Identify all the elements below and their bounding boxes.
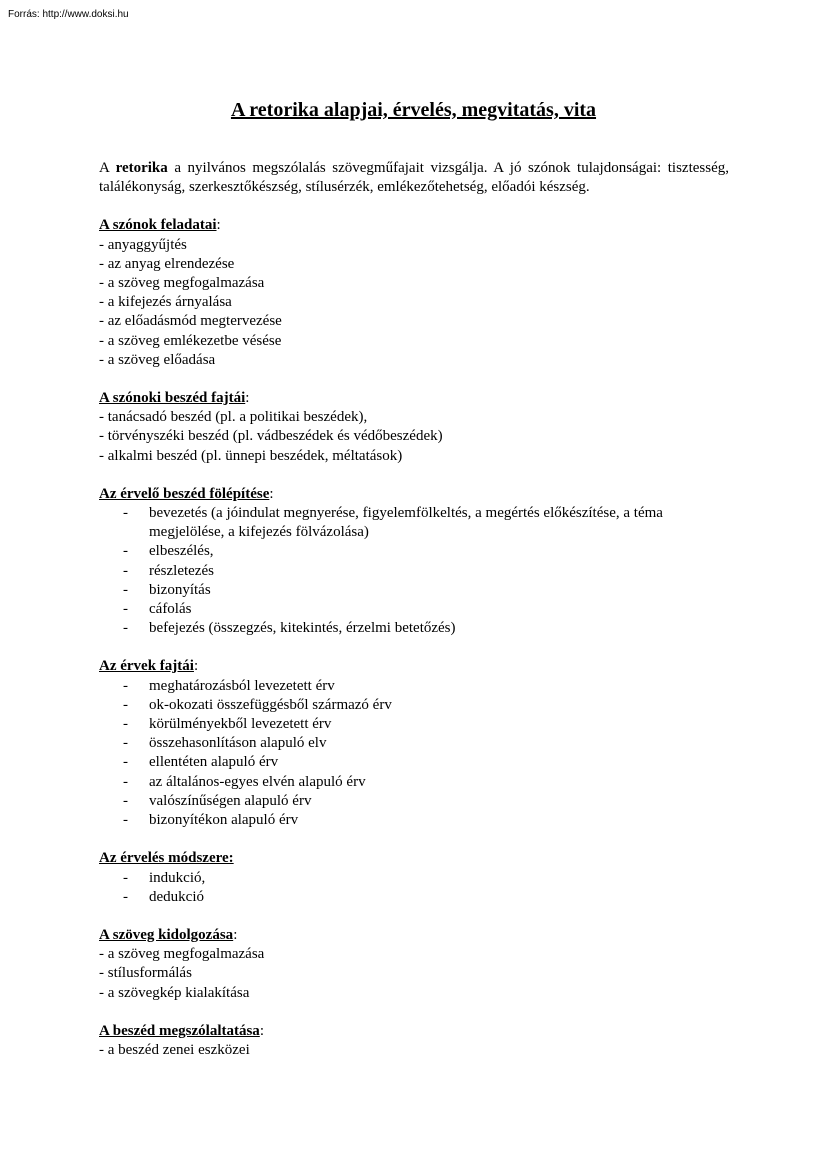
section-text-elaboration — [99, 926, 729, 1003]
dash-mark: - — [123, 677, 128, 694]
dash-mark: - — [123, 505, 128, 522]
list-item: - tanácsadó beszéd (pl. a politikai beszédek), — [99, 409, 368, 426]
list-item: - indukció, — [99, 869, 729, 888]
list-item: - ok-okozati összefüggésből származó érv — [99, 696, 729, 715]
list-item: - bizonyítékon alapuló érv — [99, 811, 729, 830]
dash-mark: - — [123, 792, 128, 809]
section-speaker-tasks — [99, 216, 729, 370]
dash-mark: - — [123, 620, 128, 637]
list-item: - összehasonlításon alapuló elv — [99, 734, 729, 753]
list-item: - alkalmi beszéd (pl. ünnepi beszédek, méltatások) — [99, 447, 403, 464]
intro-bold-term: retorika — [115, 160, 168, 176]
list-item: - valószínűségen alapuló érv — [99, 792, 729, 811]
intro-paragraph — [99, 159, 729, 197]
dash-mark: - — [123, 562, 128, 579]
dash-mark: - — [123, 581, 128, 598]
argument-types-list — [99, 677, 729, 831]
list-item: - a szöveg emlékezetbe vésése — [99, 332, 282, 349]
list-item: - az általános-egyes elvén alapuló érv — [99, 773, 729, 792]
dash-mark: - — [123, 888, 128, 905]
section-argument-structure — [99, 485, 729, 639]
dash-mark: - — [123, 543, 128, 560]
section-heading: A szónok feladatai: — [99, 217, 221, 234]
list-item: - anyaggyűjtés — [99, 236, 187, 253]
document-body — [99, 159, 729, 1060]
document-title: A retorika alapjai, érvelés, megvitatás, vita — [230, 99, 597, 121]
list-item: - körülményekből levezetett érv — [99, 715, 729, 734]
list-item: - stílusformálás — [99, 965, 192, 982]
speaker-tasks-list — [99, 236, 729, 370]
section-heading: A szöveg kidolgozása: — [99, 926, 238, 943]
dash-mark: - — [123, 601, 128, 618]
list-item: - befejezés (összegzés, kitekintés, érzelmi betetőzés) — [99, 619, 729, 638]
speech-delivery-list — [99, 1041, 729, 1060]
list-item: - részletezés — [99, 562, 729, 581]
list-item: - a szövegkép kialakítása — [99, 984, 250, 1001]
section-heading: A szónoki beszéd fajtái: — [99, 390, 250, 407]
argument-structure-list — [99, 504, 729, 638]
section-heading: Az érvelő beszéd fölépítése: — [99, 485, 274, 502]
dash-mark: - — [123, 735, 128, 752]
list-item: - a kifejezés árnyalása — [99, 294, 232, 311]
list-item: - bizonyítás — [99, 581, 729, 600]
list-item: - dedukció — [99, 888, 729, 907]
list-item: - ellentéten alapuló érv — [99, 753, 729, 772]
list-item: - bevezetés (a jóindulat megnyerése, figyelemfölkeltés, a megértés előkészítése, a téma megjelölése, a kifejezés fölvázolása) — [123, 505, 663, 541]
dash-mark: - — [123, 773, 128, 790]
section-speech-delivery — [99, 1022, 729, 1060]
list-item: - a beszéd zenei eszközei — [99, 1041, 250, 1058]
list-item: - meghatározásból levezetett érv — [99, 677, 729, 696]
dash-mark: - — [123, 869, 128, 886]
list-item: - elbeszélés, — [99, 542, 729, 561]
list-item: - törvényszéki beszéd (pl. vádbeszédek és védőbeszédek) — [99, 428, 443, 445]
source-note: Forrás: http://www.doksi.hu — [8, 9, 129, 20]
dash-mark: - — [123, 716, 128, 733]
section-argument-types — [99, 657, 729, 830]
list-item: - cáfolás — [99, 600, 729, 619]
intro-prefix: A — [99, 160, 116, 176]
section-heading: Az érvelés módszere: — [99, 850, 234, 867]
section-heading: A beszéd megszólaltatása: — [99, 1022, 264, 1039]
list-item: - a szöveg megfogalmazása — [99, 275, 265, 292]
text-elaboration-list — [99, 945, 729, 1003]
list-item: - az előadásmód megtervezése — [99, 313, 282, 330]
argument-method-list — [99, 869, 729, 907]
section-heading: Az érvek fajtái: — [99, 658, 199, 675]
list-item: - az anyag elrendezése — [99, 255, 235, 272]
intro-text: a nyilvános megszólalás szövegműfajait vizsgálja. A jó szónok tulajdonságai: tisztesség, találékonyság, szerkesztőkészség, stílusérzék, emlékezőtehetség, előadói készség. — [99, 160, 729, 196]
dash-mark: - — [123, 812, 128, 829]
speech-types-list — [99, 408, 729, 466]
section-argument-method — [99, 849, 729, 907]
section-speech-types — [99, 389, 729, 466]
list-item: - a szöveg előadása — [99, 351, 216, 368]
list-item: - a szöveg megfogalmazása — [99, 946, 265, 963]
dash-mark: - — [123, 696, 128, 713]
dash-mark: - — [123, 754, 128, 771]
